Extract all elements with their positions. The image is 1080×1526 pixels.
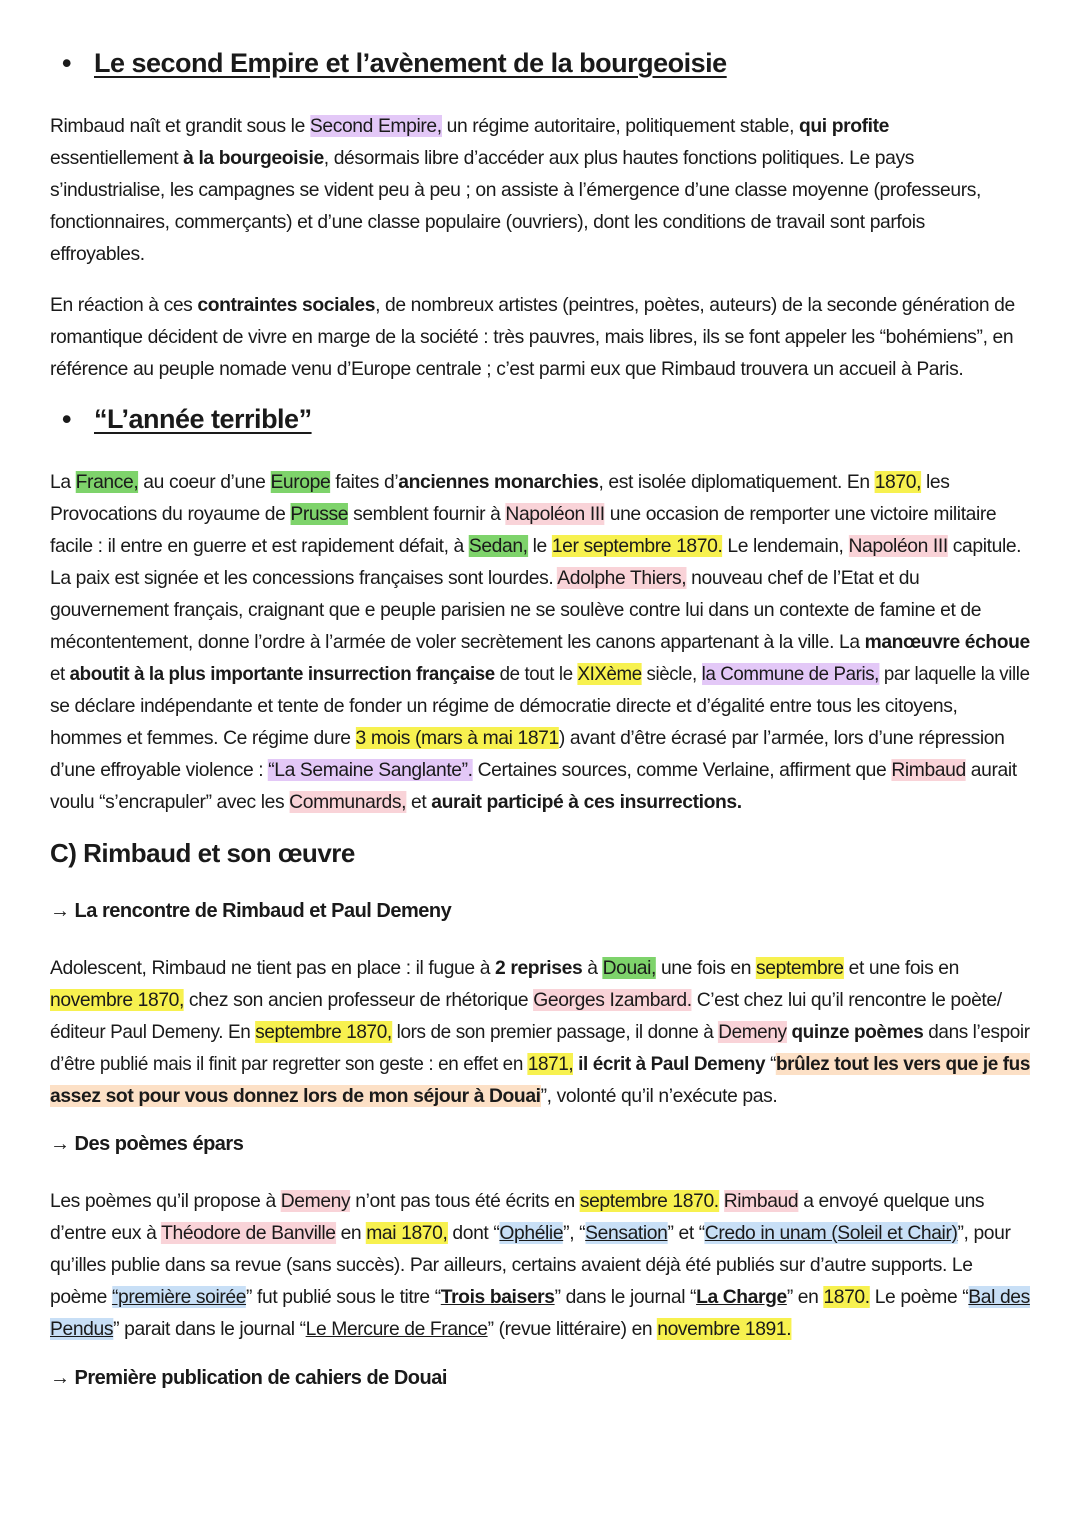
text-run: 1870, — [874, 471, 922, 493]
text-line — [50, 658, 1030, 690]
text-run: la Commune de Paris, — [701, 663, 880, 685]
text-line — [50, 1217, 1030, 1249]
text-run: une occasion de remporter une victoire militaire — [604, 503, 997, 525]
text-run: Adolescent, Rimbaud ne tient pas en place : il fugue à — [50, 957, 496, 979]
text-run: d’être publié mais il finit par regretter son geste : en effet en — [50, 1053, 528, 1075]
text-run: chez son ancien professeur de rhétorique — [183, 989, 534, 1011]
text-run: 1er septembre 1870. — [551, 535, 723, 557]
text-run: assez sot pour vous donnez lors de mon séjour à Douai — [50, 1085, 541, 1107]
text-run: le — [527, 535, 552, 557]
text-line — [50, 1080, 1030, 1112]
text-line — [50, 289, 1030, 321]
text-run: à — [582, 957, 603, 979]
text-line: référence au peuple nomade venu d’Europe centrale ; c’est parmi eux que Rimbaud trouvera un accueil à Paris. — [50, 358, 964, 380]
text-run: Sensation — [585, 1222, 668, 1244]
bullet-icon: • — [62, 404, 71, 434]
text-run: ”, volonté qu’il n’exécute pas. — [540, 1085, 778, 1107]
text-run: hommes et femmes. Ce régime dure — [50, 727, 356, 749]
text-run: et — [50, 663, 70, 685]
subheading-rencontre-demeny: → La rencontre de Rimbaud et Paul Demeny — [50, 900, 452, 922]
text-run: La — [50, 471, 76, 493]
text-run: dans l’espoir — [923, 1021, 1030, 1043]
text-run: Europe — [270, 471, 331, 493]
text-run: lors de son premier passage, il donne à — [391, 1021, 719, 1043]
text-run: Le lendemain, — [722, 535, 849, 557]
text-line: effroyables. — [50, 243, 145, 265]
text-run: XIXème — [577, 663, 642, 685]
text-run: ”, pour — [957, 1222, 1011, 1244]
text-run: Rimbaud — [891, 759, 966, 781]
text-run: “première soirée — [111, 1286, 247, 1308]
text-run: C’est chez lui qu’il rencontre le poète/ — [691, 989, 1002, 1011]
text-run: En réaction à ces — [50, 294, 198, 316]
text-line — [50, 110, 1030, 142]
text-run: septembre 1870, — [255, 1021, 392, 1043]
text-run: aurait participé à ces insurrections. — [431, 791, 742, 813]
text-run: les — [921, 471, 950, 493]
text-run: siècle, — [641, 663, 702, 685]
text-run: 3 mois (mars à mai 1871 — [355, 727, 559, 749]
text-line — [50, 1016, 1030, 1048]
text-run: aurait — [965, 759, 1017, 781]
paragraph-annee-terrible — [50, 466, 1040, 818]
text-run: Prusse — [290, 503, 349, 525]
text-run: , désormais libre d’accéder aux plus hautes fonctions politiques. Le pays — [323, 147, 915, 169]
text-run: Le poème “ — [869, 1286, 969, 1308]
text-run: a envoyé quelque uns — [798, 1190, 985, 1212]
text-run: nouveau chef de l’Etat et du — [686, 567, 920, 589]
paragraph-poemes-epars — [50, 1185, 1040, 1345]
text-line — [50, 1048, 1030, 1080]
text-run: il écrit à Paul Demeny — [578, 1053, 766, 1075]
bullet-icon: • — [62, 48, 71, 78]
text-run: d’une effroyable violence : — [50, 759, 269, 781]
text-line: gouvernement français, craignant que e peuple parisien ne se soulève contre lui dans un contexte de famine et de — [50, 599, 982, 621]
text-line — [50, 1281, 1029, 1313]
text-run: Napoléon III — [505, 503, 605, 525]
text-run: Théodore de Banville — [161, 1222, 336, 1244]
text-run: d’entre eux à — [50, 1222, 162, 1244]
text-run — [719, 1190, 724, 1212]
subheading-premiere-publication: → Première publication de cahiers de Douai — [50, 1367, 447, 1389]
text-run: une fois en — [655, 957, 757, 979]
text-run: de tout le — [494, 663, 578, 685]
text-run: Rimbaud naît et grandit sous le — [50, 115, 310, 137]
text-run: Trois baisers — [440, 1286, 555, 1308]
text-line: s’industrialise, les campagnes se vident peu à peu ; on assiste à l’émergence d’une classe moyenne (professeurs, — [50, 179, 981, 201]
text-run: ” en — [786, 1286, 824, 1308]
text-run: Ophélie — [499, 1222, 564, 1244]
text-line — [50, 1185, 1030, 1217]
text-run: Communards, — [289, 791, 407, 813]
paragraph-second-empire — [50, 110, 1040, 270]
text-run: essentiellement — [50, 147, 184, 169]
text-run: aboutit à la plus importante insurrection française — [69, 663, 495, 685]
section-heading-annee-terrible: • “L’année terrible” — [62, 404, 312, 434]
text-run: Georges Izambard. — [533, 989, 692, 1011]
text-line — [50, 754, 1030, 786]
text-run: au coeur d’une — [138, 471, 271, 493]
text-run: quinze poèmes — [791, 1021, 924, 1043]
text-line: fonctionnaires, commerçants) et d’une classe populaire (ouvriers), dont les conditions de travail sont parfois — [50, 211, 925, 233]
text-run: mécontentement, donne l’ordre à l’armée de voler secrètement les canons appartenant à la ville. La — [50, 631, 865, 653]
text-line — [50, 722, 1030, 754]
text-run: 2 reprises — [495, 957, 583, 979]
text-line — [50, 786, 1030, 818]
text-run: ” et “ — [667, 1222, 705, 1244]
text-line — [50, 530, 1030, 562]
text-run: dont “ — [447, 1222, 500, 1244]
text-line — [50, 498, 1030, 530]
text-run: à la bourgeoisie — [183, 147, 324, 169]
text-run: brûlez tout les vers que je fus — [775, 1053, 1030, 1075]
text-line: qu’illes publie dans sa revue (sans succès). Par ailleurs, certains avaient déjà été publiés sur d’autre supports. Le — [50, 1254, 973, 1276]
text-run: 1870. — [823, 1286, 870, 1308]
text-line: se déclare indépendante et tente de fonder un régime de démocratie directe et d’égalité entre tous les citoyens, — [50, 695, 958, 717]
text-line — [50, 466, 1030, 498]
text-run: par laquelle la ville — [879, 663, 1030, 685]
text-run: ” parait dans le journal “ — [113, 1318, 306, 1340]
text-run: Pendus — [50, 1318, 114, 1340]
text-run: “La Semaine Sanglante”. — [268, 759, 473, 781]
text-run: Les poèmes qu’il propose à — [50, 1190, 281, 1212]
text-run: novembre 1891. — [657, 1318, 792, 1340]
text-run: un régime autoritaire, politiquement stable, — [441, 115, 800, 137]
text-run: septembre — [756, 957, 844, 979]
text-run: Adolphe Thiers, — [557, 567, 687, 589]
text-line — [50, 984, 1030, 1016]
subheading-poemes-epars: → Des poèmes épars — [50, 1133, 244, 1155]
text-run: semblent fournir à — [348, 503, 506, 525]
text-run: et une fois en — [843, 957, 959, 979]
text-run: ) avant d’être écrasé par l’armée, lors d’une répression — [558, 727, 1005, 749]
text-line — [50, 1313, 1030, 1345]
section-heading-second-empire: • Le second Empire et l’avènement de la bourgeoisie — [62, 48, 727, 78]
text-run: manœuvre échoue — [864, 631, 1030, 653]
text-run: , de nombreux artistes (peintres, poètes, auteurs) de la seconde génération de — [375, 294, 1015, 316]
text-run: contraintes sociales — [197, 294, 376, 316]
text-run: 1871, — [527, 1053, 574, 1075]
text-run: qui profite — [799, 115, 890, 137]
text-run: facile : il entre en guerre et est rapidement défait, à — [50, 535, 469, 557]
text-run: Rimbaud — [723, 1190, 799, 1212]
text-run: et — [406, 791, 432, 813]
paragraph-demeny — [50, 952, 1040, 1112]
text-run: Sedan, — [468, 535, 528, 557]
text-run: ”, “ — [563, 1222, 586, 1244]
text-run: voulu “s’encrapuler” avec les — [50, 791, 290, 813]
section-c-title: C) Rimbaud et son œuvre — [50, 838, 355, 868]
text-run: anciennes monarchies — [398, 471, 599, 493]
text-run: Second Empire, — [309, 115, 442, 137]
text-run: capitule. — [947, 535, 1022, 557]
text-run: ” (revue littéraire) en — [487, 1318, 658, 1340]
text-run: en — [335, 1222, 367, 1244]
text-run: Certaines sources, comme Verlaine, affirment que — [472, 759, 892, 781]
text-run: éditeur Paul Demeny. En — [50, 1021, 256, 1043]
text-run: ” dans le journal “ — [554, 1286, 697, 1308]
text-run: “ — [765, 1053, 776, 1075]
text-run: Le Mercure de France — [305, 1318, 488, 1340]
text-run: La paix est signée et les concessions françaises sont lourdes. — [50, 567, 558, 589]
text-run: Provocations du royaume de — [50, 503, 291, 525]
text-run: novembre 1870, — [50, 989, 184, 1011]
paragraph-bohemians — [50, 289, 1040, 385]
text-run: , est isolée diplomatiquement. En — [598, 471, 875, 493]
text-run: Credo in unam (Soleil et Chair) — [704, 1222, 958, 1244]
text-run: faites d’ — [330, 471, 399, 493]
text-line: romantique décident de vivre en marge de la société : très pauvres, mais libres, ils se font appeler les “bohémiens”, en — [50, 326, 1014, 348]
text-run: Douai, — [602, 957, 656, 979]
text-run: mai 1870, — [366, 1222, 448, 1244]
text-line — [50, 626, 1030, 658]
text-run: septembre 1870. — [579, 1190, 719, 1212]
text-run: Demeny — [718, 1021, 787, 1043]
text-run: ” fut publié sous le titre “ — [246, 1286, 441, 1308]
text-run: Bal des — [968, 1286, 1030, 1308]
text-run: poème — [50, 1286, 112, 1308]
text-line — [50, 562, 1030, 594]
text-line — [50, 142, 1030, 174]
text-run: La Charge — [696, 1286, 787, 1308]
text-run: n’ont pas tous été écrits en — [350, 1190, 580, 1212]
text-run: France, — [75, 471, 139, 493]
text-run: Demeny — [280, 1190, 351, 1212]
text-run: Napoléon III — [848, 535, 948, 557]
text-line — [50, 952, 1030, 984]
